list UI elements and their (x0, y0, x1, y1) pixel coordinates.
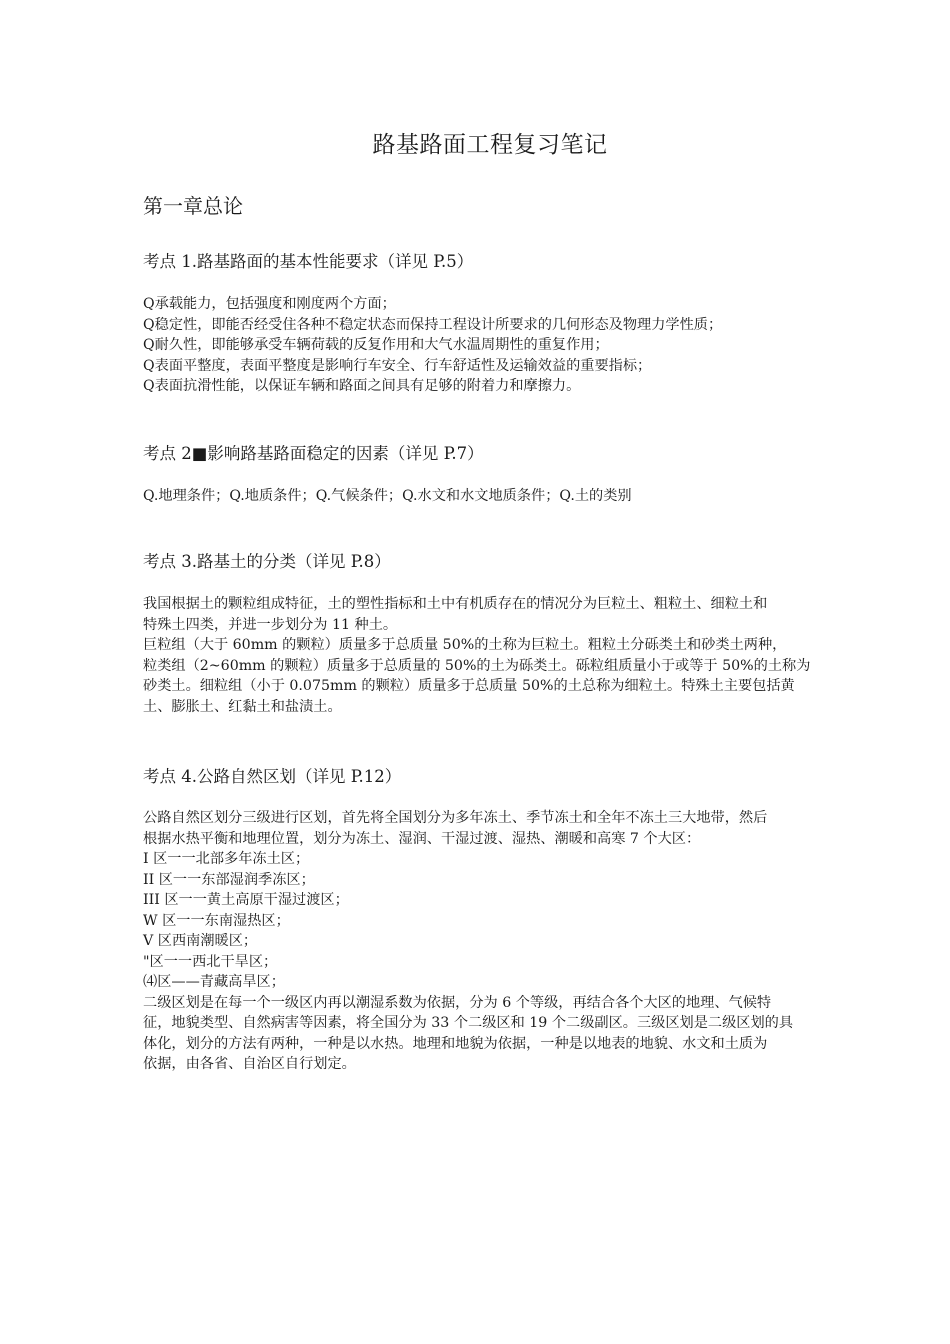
section-3-line: 粒类组（2~60mm 的颗粒）质量多于总质量的 50%的土为砾类土。砾粒组质量小于或等于 50%的土称为 (143, 657, 811, 674)
section-2-line: Q.地理条件；Q.地质条件；Q.气候条件；Q.水文和水文地质条件；Q.土的类别 (143, 488, 632, 504)
section-1-line: Q表面平整度，表面平整度是影响行车安全、行车舒适性及运输效益的重要指标； (143, 357, 652, 374)
section-4-line: 公路自然区划分三级进行区划，首先将全国划分为多年冻土、季节冻土和全年不冻土三大地带，然后 (143, 810, 768, 826)
section-4-line: 体化，划分的方法有两种，一种是以水热。地理和地貌为依据，一种是以地表的地貌、水文和土质为 (143, 1035, 768, 1052)
section-4-line: 依据，由各省、自治区自行划定。 (143, 1056, 356, 1072)
section-4-line: 根据水热平衡和地理位置，划分为冻土、湿润、干湿过渡、湿热、潮暖和高寒 7 个大区： (143, 830, 701, 847)
section-4-line: 二级区划是在每一个一级区内再以潮湿系数为依据，分为 6 个等级，再结合各个大区的地理、气候特 (143, 994, 772, 1011)
section-4-heading: 考点 4.公路自然区划（详见 P.12） (143, 767, 402, 786)
section-2-body (143, 486, 913, 507)
section-3-line: 砂类土。细粒组（小于 0.075mm 的颗粒）质量多于总质量 50%的土总称为细粒土。特殊土主要包括黄 (143, 678, 795, 694)
region-list-item: V 区西南潮暖区； (143, 933, 258, 949)
region-list-item: II 区一一东部湿润季冻区； (143, 871, 315, 888)
section-1-line: Q表面抗滑性能，以保证车辆和路面之间具有足够的附着力和摩擦力。 (143, 378, 581, 394)
section-4-line: 征，地貌类型、自然病害等因素，将全国分为 33 个二级区和 19 个二级副区。三级区划是二级区划的具 (143, 1015, 794, 1031)
document-title: 路基路面工程复习笔记 (372, 132, 608, 158)
region-list-item: "区一一西北干旱区； (143, 953, 278, 970)
section-4-body (143, 808, 913, 1075)
section-3-line: 巨粒组（大于 60mm 的颗粒）质量多于总质量 50%的土称为巨粒土。粗粒土分砾类土和砂类土两种， (143, 637, 787, 653)
region-list-item: ⑷区——青藏高旱区； (143, 974, 285, 990)
section-3-body (143, 594, 913, 717)
chapter-heading: 第一章总论 (143, 194, 243, 218)
section-3-heading: 考点 3.路基土的分类（详见 P.8） (143, 552, 391, 571)
region-list-item: W 区一一东南湿热区； (143, 912, 290, 929)
section-1-line: Q承载能力，包括强度和刚度两个方面； (143, 296, 396, 312)
section-3-line: 土、膨胀土、红黏土和盐渍土。 (143, 698, 342, 715)
section-1-line: Q耐久性，即能够承受车辆荷载的反复作用和大气水温周期性的重复作用； (143, 337, 609, 353)
section-3-line: 特殊土四类，并进一步划分为 11 种土。 (143, 616, 398, 633)
region-list-item: III 区一一黄土高原干湿过渡区； (143, 892, 349, 908)
section-3-line: 我国根据土的颗粒组成特征，土的塑性指标和土中有机质存在的情况分为巨粒土、粗粒土、细粒土和 (143, 596, 768, 612)
section-2-heading: 考点 2■影响路基路面稳定的因素（详见 P.7） (143, 444, 484, 463)
section-1-line: Q稳定性，即能否经受住各种不稳定状态而保持工程设计所要求的几何形态及物理力学性质； (143, 316, 723, 333)
region-list-item: I 区一一北部多年冻土区； (143, 851, 310, 867)
section-1-body (143, 294, 913, 397)
section-1-heading: 考点 1.路基路面的基本性能要求（详见 P.5） (143, 252, 474, 271)
